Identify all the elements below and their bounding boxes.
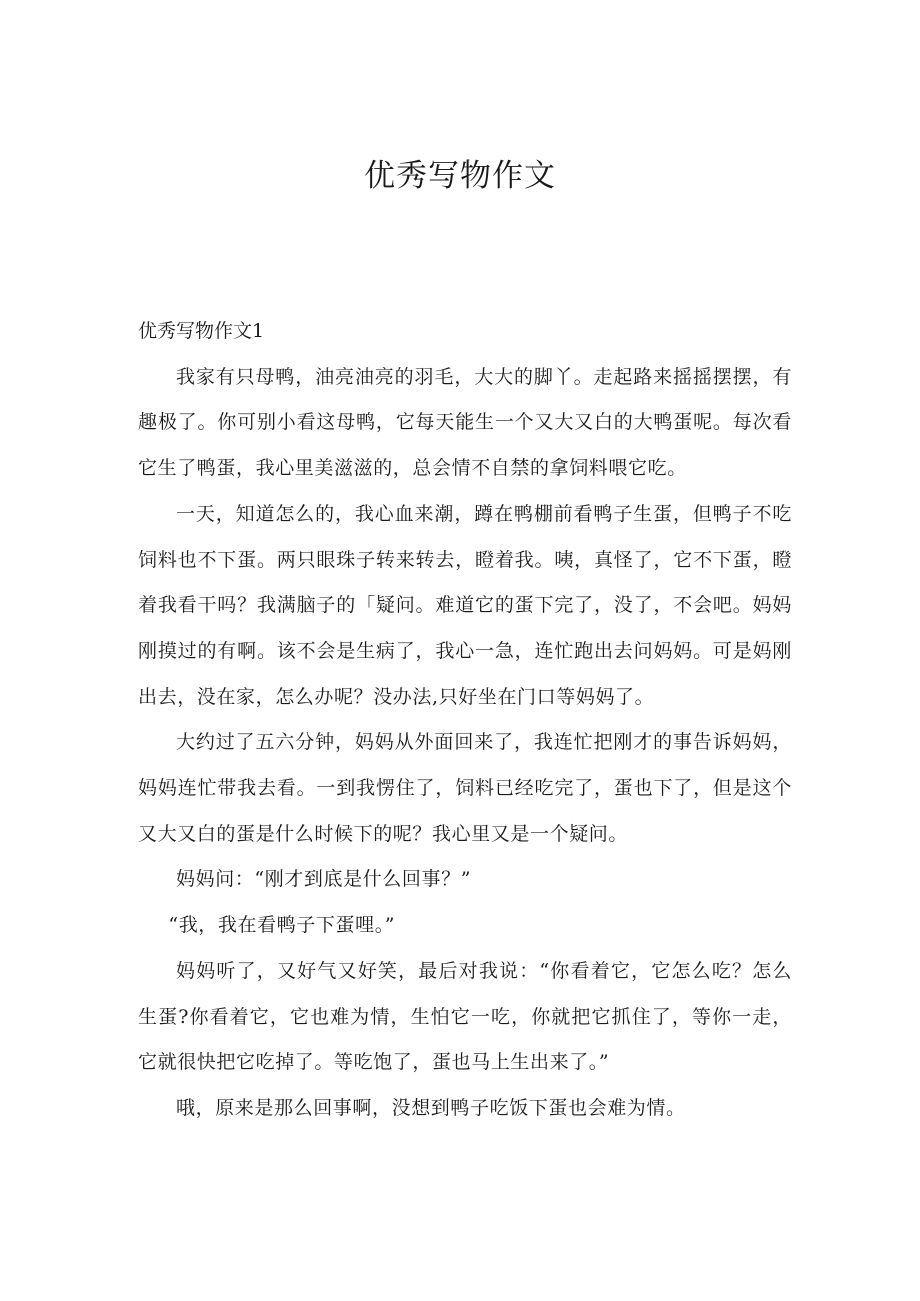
paragraph-1: 我家有只母鸭，油亮油亮的羽毛，大大的脚丫。走起路来摇摇摆摆，有趣极了。你可别小看这母鸭，它每天能生一个又大又白的大鸭蛋呢。每次看它生了鸭蛋，我心里美滋滋的，总会情不自禁的拿饲料喂它吃。: [138, 365, 792, 480]
paragraph-4: 妈妈问：“刚才到底是什么回事？”: [176, 868, 472, 891]
paragraph-2: 一天，知道怎么的，我心血来潮，蹲在鸭棚前看鸭子生蛋，但鸭子不吃饲料也不下蛋。两只眼珠子转来转去，瞪着我。咦，真怪了，它不下蛋，瞪着我看干吗？我满脑子的「疑问。难道它的蛋下完了，没了，不会吧。妈妈刚摸过的有啊。该不会是生病了，我心一急，连忙跑出去问妈妈。可是妈刚出去，没在家，怎么办呢？没办法,只好坐在门口等妈妈了。: [138, 502, 792, 708]
paragraph-5: “我，我在看鸭子下蛋哩。”: [168, 914, 396, 937]
document-title: 优秀写物作文: [364, 158, 556, 194]
article-body: [138, 309, 792, 1132]
paragraph-7: 哦，原来是那么回事啊，没想到鸭子吃饭下蛋也会难为情。: [176, 1096, 686, 1119]
section-heading: 优秀写物作文1: [138, 320, 265, 342]
paragraph-6: 妈妈听了，又好气又好笑，最后对我说：“你看着它，它怎么吃？怎么生蛋?你看着它，它也难为情，生怕它一吃，你就把它抓住了，等你一走，它就很快把它吃掉了。等吃饱了，蛋也马上生出来了。”: [138, 959, 792, 1074]
paragraph-3: 大约过了五六分钟，妈妈从外面回来了，我连忙把刚才的事告诉妈妈，妈妈连忙带我去看。一到我愣住了，饲料已经吃完了，蛋也下了，但是这个又大又白的蛋是什么时候下的呢？我心里又是一个疑问。: [138, 731, 792, 845]
